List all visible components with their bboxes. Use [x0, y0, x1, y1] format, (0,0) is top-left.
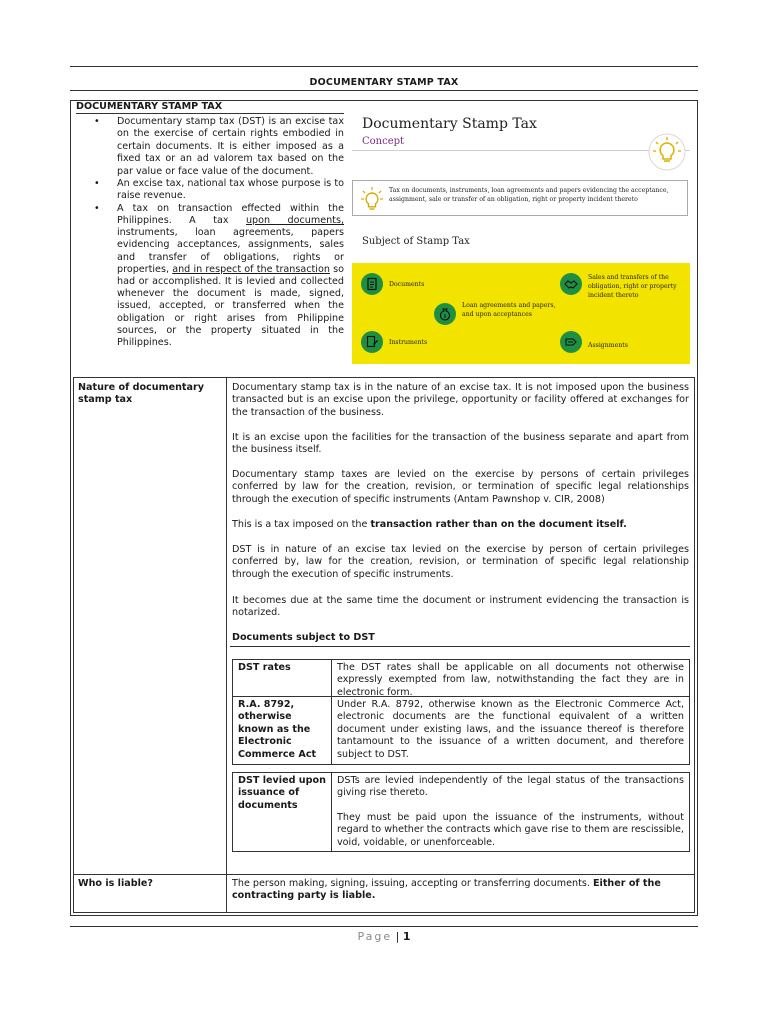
concept-definition: Tax on documents, instruments, loan agreements and papers evidencing the acceptance, assignment, sale or transfer of an obligation, right or property incident thereto — [389, 187, 669, 203]
bullet-text: instruments, loan agreements, papers evidencing acceptances, assignments, sales and transfer of obligations, rights or properties, — [117, 227, 344, 275]
nature-paragraph: Documentary stamp tax is in the nature of an excise tax. It is not imposed upon the business transacted but is an excise upon the privilege, opportunity or facility offered at exchanges for the transaction of the business. — [232, 382, 689, 418]
bullet-purpose: • An excise tax, national tax whose purpose is to raise revenue. — [76, 178, 344, 203]
paragraph-text: The person making, signing, issuing, accepting or transferring documents. — [232, 878, 593, 889]
concept-subtitle: Concept — [362, 136, 405, 147]
ra-8792-label: R.A. 8792, otherwise known as the Electronic Commerce Act — [238, 699, 317, 760]
bullet-transaction — [76, 203, 344, 349]
nature-label: Nature of documentary stamp tax — [78, 382, 204, 406]
section-heading: DOCUMENTARY STAMP TAX — [76, 101, 344, 114]
paragraph-text: This is a tax imposed on the — [232, 519, 371, 530]
inner-column-divider — [331, 659, 332, 765]
docs-subject-heading: Documents subject to DST — [232, 632, 375, 643]
concept-definition-box — [352, 180, 688, 216]
dst-bullet-list — [76, 116, 344, 349]
subject-assignments: Assignments — [588, 342, 628, 349]
liable-text — [232, 878, 689, 903]
dst-levied-text: They must be paid upon the issuance of the instruments, without regard to whether the contracts which gave rise to them are rescissible, void, voidable, or unenforceable. — [337, 812, 684, 848]
dst-levied-label: DST levied upon issuance of documents — [238, 775, 326, 811]
subject-instruments: Instruments — [389, 339, 428, 346]
lightbulb-icon — [647, 132, 687, 172]
document-icon — [361, 273, 383, 295]
heading-rule — [230, 646, 690, 647]
page-separator: | — [395, 930, 400, 943]
page-title: DOCUMENTARY STAMP TAX — [309, 77, 459, 88]
transaction-paragraph — [232, 519, 689, 531]
subject-heading: Subject of Stamp Tax — [362, 236, 470, 247]
subject-sales: Sales and transfers of the obligation, right or property incident thereto — [588, 274, 677, 299]
table-row-divider — [73, 874, 695, 875]
concept-divider — [352, 150, 690, 151]
subject-panel — [352, 263, 690, 364]
instrument-icon — [361, 331, 383, 353]
bold-text: transaction rather than on the document itself. — [370, 519, 627, 530]
bullet-text: so had or accomplished. It is levied and collected whenever the document is made, signed, issued, accepted, or transferred when the obligation or right arises from Philippine sources, or the property situated in the Philippines. — [117, 263, 344, 349]
concept-graphic — [352, 110, 690, 365]
nature-paragraph: Documentary stamp taxes are levied on the exercise by persons of certain privileges conferred by law for the creation, revision, or termination of specific legal relationships through the execution of specific instruments (Antam Pawnshop v. CIR, 2008) — [232, 469, 689, 505]
liable-label: Who is liable? — [78, 878, 153, 889]
lightbulb-icon — [359, 185, 385, 213]
dst-rates-text: The DST rates shall be applicable on all documents not otherwise expressly exempted from law, notwithstanding the fact they are in electronic form. — [337, 662, 684, 698]
page-number: 1 — [402, 930, 411, 943]
underlined-text: and in respect of the transaction — [172, 263, 330, 275]
bullet-definition: • Documentary stamp tax (DST) is an excise tax on the exercise of certain rights embodied in certain documents. It is either imposed as a fixed tax or an ad valorem tax based on the par value or face value of the document. — [76, 116, 344, 178]
bold-text: Either of the contracting party is liable. — [232, 878, 661, 902]
underlined-text: upon documents, — [245, 215, 344, 227]
inner-column-divider — [331, 772, 332, 852]
dst-levied-text: DSTs are levied independently of the legal status of the transactions giving rise thereto. — [337, 775, 684, 799]
subject-documents: Documents — [389, 281, 425, 288]
subject-loan: Loan agreements and papers, and upon acceptances — [462, 302, 556, 318]
top-rule — [70, 66, 698, 67]
nature-paragraph: It is an excise upon the facilities for the transaction of the business separate and apart from the business itself. — [232, 432, 689, 456]
table-column-divider — [226, 377, 227, 913]
handshake-icon — [560, 273, 582, 295]
title-rule — [70, 90, 698, 91]
ra-8792-text: Under R.A. 8792, otherwise known as the Electronic Commerce Act, electronic documents are the functional equivalent of a written document under existing laws, and the issuance thereof is therefore tantamount to the issuance of a written document, and therefore subject to DST. — [337, 699, 684, 760]
page-word: Page — [357, 930, 393, 943]
nature-paragraph: It becomes due at the same time the document or instrument evidencing the transaction is notarized. — [232, 595, 689, 619]
bullet-text: A tax on transaction effected within the Philippines. A tax — [117, 202, 344, 227]
page-footer — [0, 930, 768, 943]
dst-rates-label: DST rates — [238, 662, 291, 673]
nature-paragraph: DST is in nature of an excise tax levied on the exercise by person of certain privileges conferred by, law for the creation, revision, or termination of specific legal relationship through the execution of specific instruments. — [232, 544, 689, 580]
concept-title: Documentary Stamp Tax — [362, 116, 537, 132]
money-bag-icon — [434, 303, 456, 325]
assignment-icon — [560, 331, 582, 353]
footer-rule — [70, 926, 698, 927]
